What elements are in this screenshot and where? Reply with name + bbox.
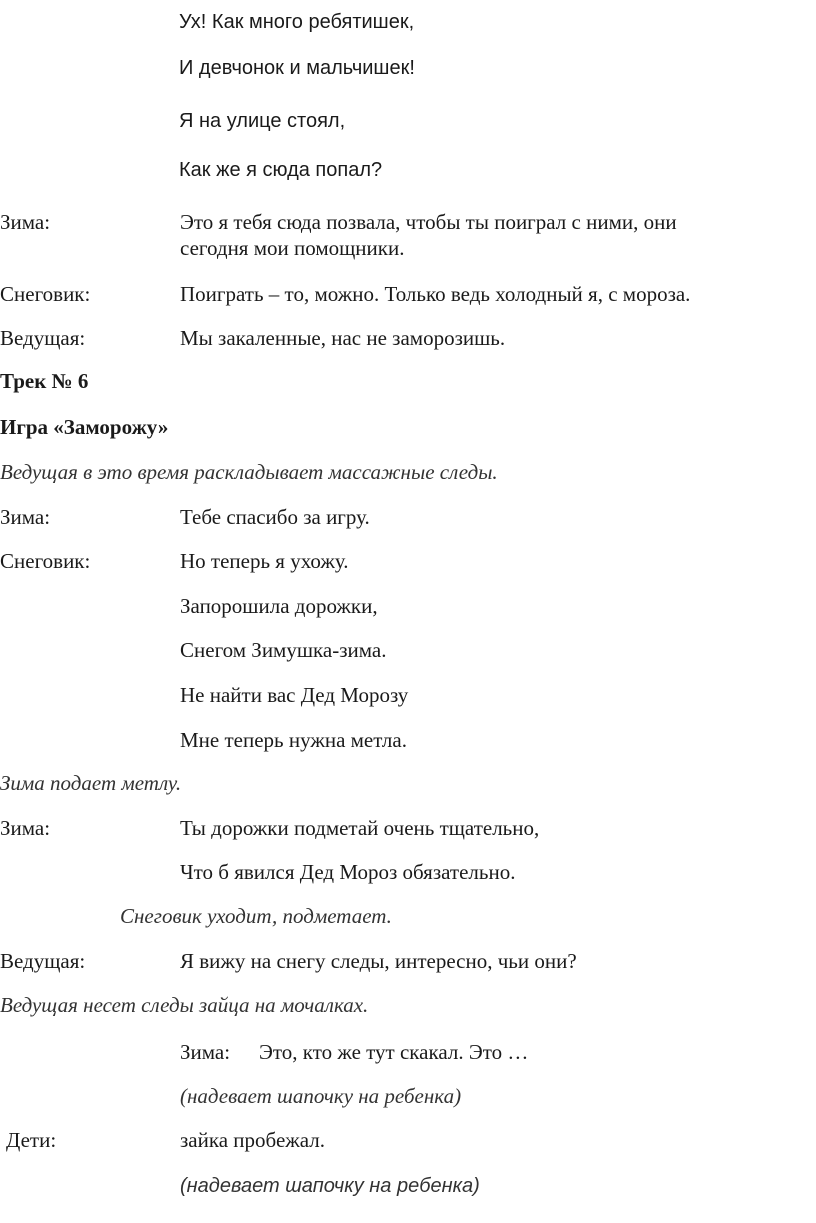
speaker-label: Ведущая: <box>0 326 86 350</box>
verse-line: Запорошила дорожки, <box>180 594 378 618</box>
dialogue-line: Ты дорожки подметай очень тщательно, <box>180 816 540 840</box>
dialogue-line: Тебе спасибо за игру. <box>180 505 370 529</box>
dialogue-line: Это я тебя сюда позвала, чтобы ты поиграл с ними, они <box>180 210 677 234</box>
speaker-label: Зима: <box>180 1040 231 1064</box>
speaker-label: Снеговик: <box>0 549 91 573</box>
dialogue-line: Поиграть – то, можно. Только ведь холодный я, с мороза. <box>180 282 691 306</box>
dialogue-line: Что б явился Дед Мороз обязательно. <box>180 860 516 884</box>
stage-direction: Снеговик уходит, подметает. <box>120 904 392 928</box>
verse-line: Я на улице стоял, <box>179 110 346 132</box>
speaker-label: Зима: <box>0 210 51 234</box>
speaker-label: Дети: <box>6 1128 57 1152</box>
dialogue-line: зайка пробежал. <box>180 1128 326 1152</box>
stage-direction: (надевает шапочку на ребенка) <box>180 1175 480 1197</box>
stage-direction: Ведущая в это время раскладывает массажные следы. <box>0 460 498 484</box>
verse-line: Снегом Зимушка-зима. <box>180 638 387 662</box>
verse-line: Не найти вас Дед Морозу <box>180 683 409 707</box>
stage-direction: (надевает шапочку на ребенка) <box>180 1084 462 1108</box>
speaker-label: Зима: <box>0 816 51 840</box>
dialogue-line: сегодня мои помощники. <box>180 236 405 260</box>
game-heading: Игра «Заморожу» <box>0 415 169 439</box>
speaker-label: Ведущая: <box>0 949 86 973</box>
speaker-label: Зима: <box>0 505 51 529</box>
speaker-label: Снеговик: <box>0 282 91 306</box>
dialogue-line: Мы закаленные, нас не заморозишь. <box>180 326 506 350</box>
verse-line: Как же я сюда попал? <box>179 159 383 181</box>
verse-line: И девчонок и мальчишек! <box>179 57 415 79</box>
stage-direction: Ведущая несет следы зайца на мочалках. <box>0 993 369 1017</box>
verse-line: Ух! Как много ребятишек, <box>179 11 415 33</box>
dialogue-line: Я вижу на снегу следы, интересно, чьи они? <box>180 949 577 973</box>
track-heading: Трек № 6 <box>0 369 89 393</box>
stage-direction: Зима подает метлу. <box>0 771 182 795</box>
dialogue-line: Но теперь я ухожу. <box>180 549 349 573</box>
verse-line: Мне теперь нужна метла. <box>180 728 407 752</box>
dialogue-line: Это, кто же тут скакал. Это … <box>259 1040 529 1064</box>
